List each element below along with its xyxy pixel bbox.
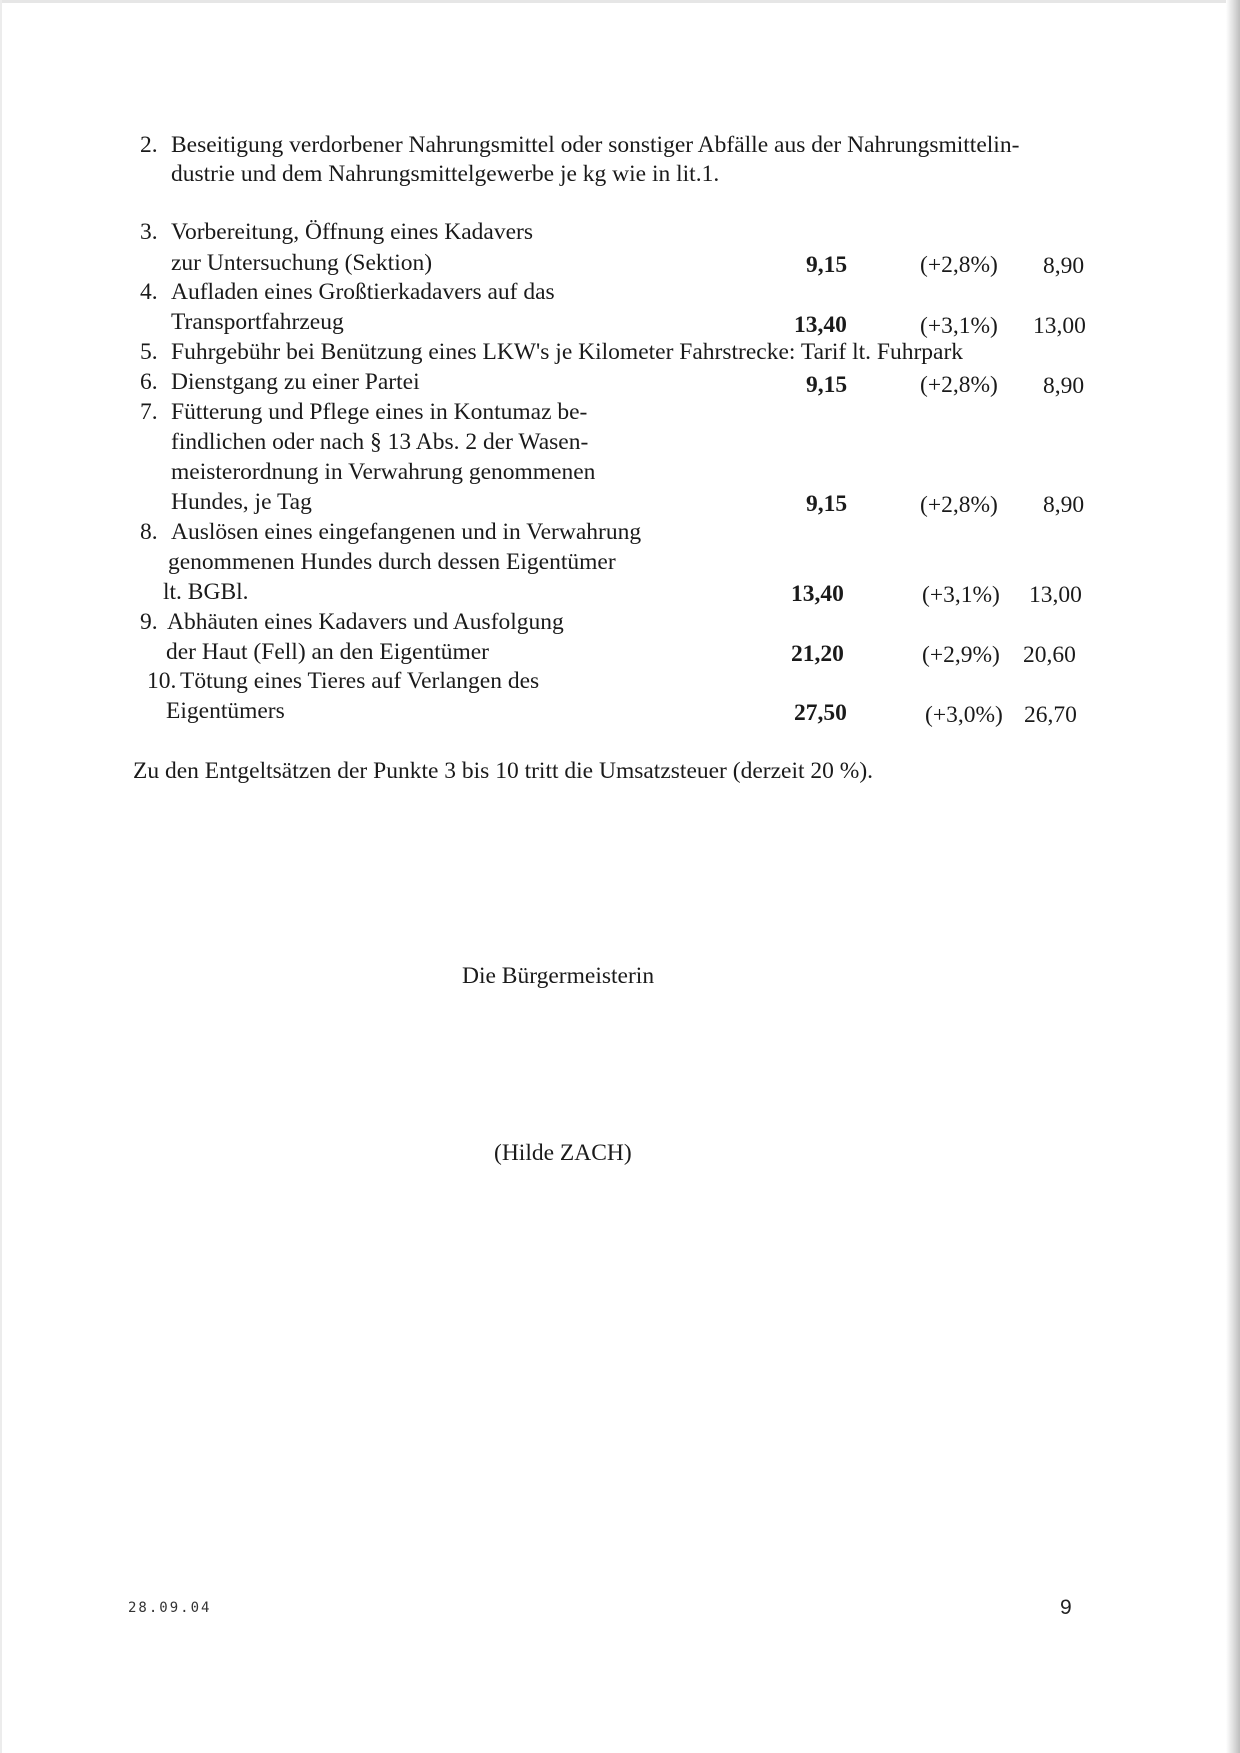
change-percent: (+3,0%): [925, 702, 1003, 728]
item-number: 4.: [140, 279, 158, 305]
old-fee: 26,70: [1024, 702, 1077, 728]
old-fee: 8,90: [1043, 253, 1085, 279]
item-text-line: Auslösen eines eingefangenen und in Verwahrung: [171, 519, 642, 545]
old-fee: 13,00: [1033, 313, 1086, 339]
old-fee: 8,90: [1043, 492, 1085, 518]
new-fee: 27,50: [794, 700, 847, 726]
item-text-line: Vorbereitung, Öffnung eines Kadavers: [171, 219, 533, 245]
item-number: 6.: [140, 369, 158, 395]
scan-right-edge-shadow: [1226, 0, 1240, 1753]
item-number: 3.: [140, 219, 158, 245]
item-text-line: findlichen oder nach § 13 Abs. 2 der Wasen-: [171, 429, 589, 455]
footer-date: 28.09.04: [128, 1600, 212, 1616]
item-number: 7.: [140, 399, 158, 425]
item-text-line: zur Untersuchung (Sektion): [171, 250, 433, 276]
item-text-line: meisterordnung in Verwahrung genommenen: [171, 459, 596, 485]
tax-note: Zu den Entgeltsätzen der Punkte 3 bis 10 tritt die Umsatzsteuer (derzeit 20 %).: [133, 758, 874, 784]
change-percent: (+3,1%): [920, 313, 998, 339]
page-number: 9: [1060, 1596, 1072, 1619]
new-fee: 9,15: [806, 372, 848, 398]
change-percent: (+2,8%): [920, 252, 998, 278]
change-percent: (+2,9%): [922, 642, 1000, 668]
item-text-line: Fuhrgebühr bei Benützung eines LKW's je Kilometer Fahrstrecke: Tarif lt. Fuhrpark: [171, 339, 964, 365]
change-percent: (+2,8%): [920, 492, 998, 518]
item-text-line: Eigentümers: [166, 698, 285, 724]
item-text-line: Abhäuten eines Kadavers und Ausfolgung: [167, 609, 564, 635]
old-fee: 20,60: [1023, 642, 1076, 668]
item-text-line: Beseitigung verdorbener Nahrungsmittel oder sonstiger Abfälle aus der Nahrungsmittelin-: [171, 132, 1020, 158]
item-number: 8.: [140, 519, 158, 545]
item-number: 2.: [140, 132, 158, 158]
signature-title: Die Bürgermeisterin: [462, 963, 655, 989]
item-number: 10.: [147, 668, 177, 694]
change-percent: (+3,1%): [922, 582, 1000, 608]
item-text-line: Hundes, je Tag: [171, 489, 312, 515]
item-number: 9.: [140, 609, 158, 635]
item-text-line: dustrie und dem Nahrungsmittelgewerbe je kg wie in lit.1.: [171, 161, 720, 187]
item-text-line: Tötung eines Tieres auf Verlangen des: [180, 668, 540, 694]
new-fee: 13,40: [794, 312, 847, 338]
new-fee: 9,15: [806, 491, 848, 517]
item-text-line: Aufladen eines Großtierkadavers auf das: [171, 279, 555, 305]
new-fee: 21,20: [791, 641, 844, 667]
item-text-line: Dienstgang zu einer Partei: [171, 369, 420, 395]
new-fee: 13,40: [791, 581, 844, 607]
item-number: 5.: [140, 339, 158, 365]
scan-top-edge: [0, 0, 1240, 3]
new-fee: 9,15: [806, 252, 848, 278]
item-text-line: der Haut (Fell) an den Eigentümer: [166, 639, 490, 665]
signature-name: (Hilde ZACH): [494, 1140, 632, 1166]
scan-left-edge: [0, 0, 2, 1753]
change-percent: (+2,8%): [920, 372, 998, 398]
old-fee: 8,90: [1043, 373, 1085, 399]
item-text-line: Transportfahrzeug: [171, 309, 344, 335]
item-text-line: genommenen Hundes durch dessen Eigentümer: [168, 549, 616, 575]
item-text-line: lt. BGBl.: [163, 579, 249, 605]
old-fee: 13,00: [1029, 582, 1082, 608]
item-text-line: Fütterung und Pflege eines in Kontumaz be-: [171, 399, 588, 425]
